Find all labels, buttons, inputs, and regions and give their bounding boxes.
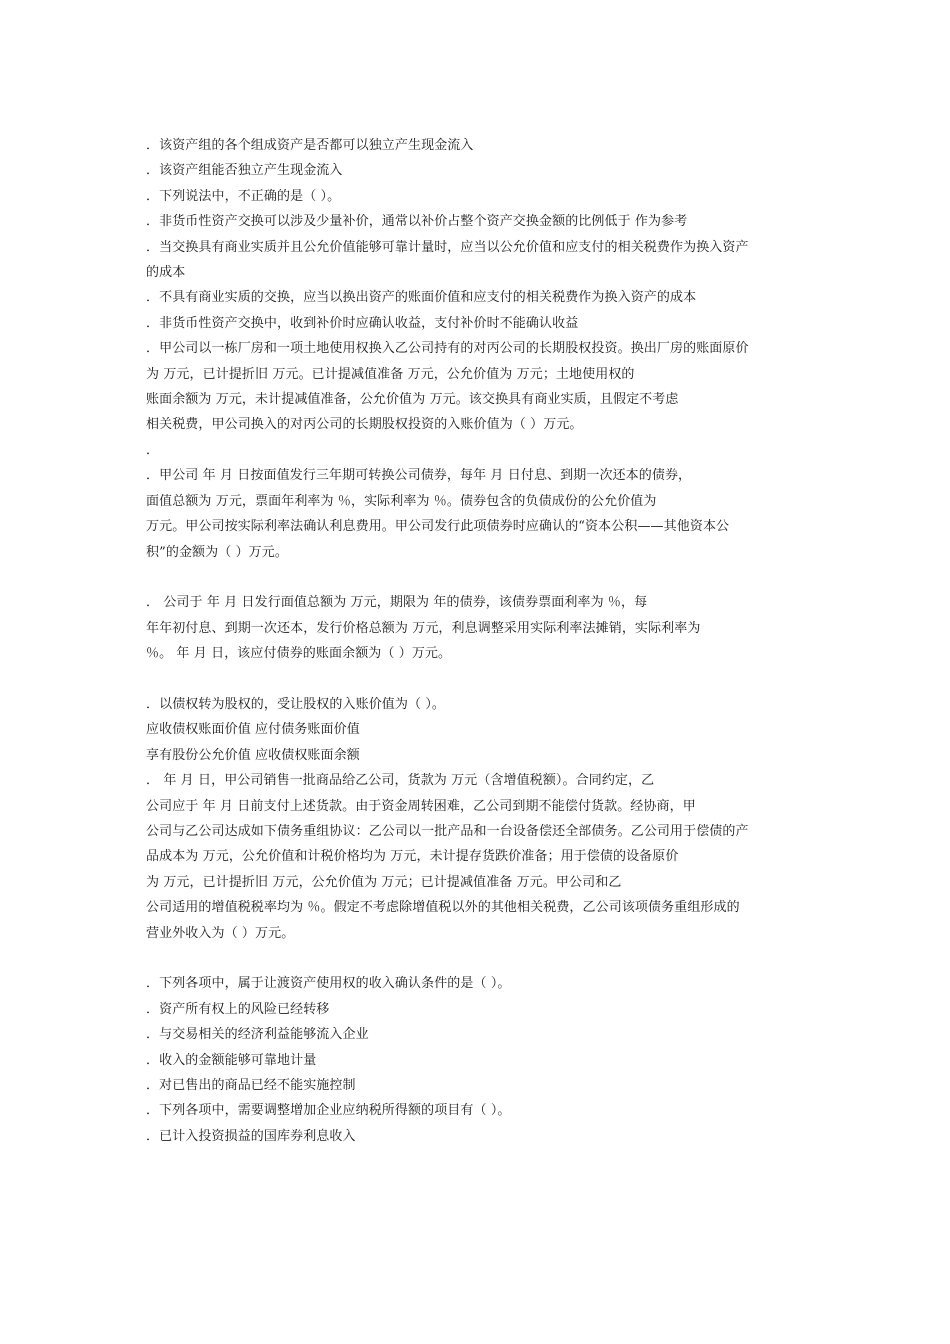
text-line: ．甲公司以一栋厂房和一项土地使用权换入乙公司持有的对丙公司的长期股权投资。换出厂房的账面原价 bbox=[146, 341, 749, 357]
text-line: 账面余额为 万元，未计提减值准备，公允价值为 万元。该交换具有商业实质，且假定不考虑 bbox=[146, 392, 679, 408]
text-line: ．不具有商业实质的交换，应当以换出资产的账面价值和应支付的相关税费作为换入资产的成本 bbox=[146, 290, 697, 306]
text-line: ．下列说法中，不正确的是（ ）。 bbox=[146, 188, 341, 204]
text-line: 公司与乙公司达成如下债务重组协议：乙公司以一批产品和一台设备偿还全部债务。乙公司用于偿债的产 bbox=[146, 823, 749, 839]
text-line: 品成本为 万元，公允价值和计税价格均为 万元，未计提存货跌价准备；用于偿债的设备原价 bbox=[146, 849, 679, 865]
text-line: ．与交易相关的经济利益能够流入企业 bbox=[146, 1027, 369, 1043]
text-line bbox=[146, 565, 862, 590]
text-line: ． 公司于 年 月 日发行面值总额为 万元，期限为 年的债券，该债券票面利率为 ％，每 bbox=[146, 595, 648, 611]
text-line: 享有股份公允价值 应收债权账面余额 bbox=[146, 747, 360, 763]
document-page bbox=[146, 133, 862, 1149]
text-line: 万元。甲公司按实际利率法确认利息费用。甲公司发行此项债券时应确认的“资本公积——其他资本公 bbox=[146, 519, 730, 535]
text-line: ％。 年 月 日，该应付债券的账面余额为（ ）万元。 bbox=[146, 646, 452, 662]
text-line bbox=[146, 667, 862, 692]
text-line: 为 万元，已计提折旧 万元，公允价值为 万元；已计提减值准备 万元。甲公司和乙 bbox=[146, 874, 622, 890]
text-line: ．下列各项中，需要调整增加企业应纳税所得额的项目有（ ）。 bbox=[146, 1103, 511, 1119]
text-line: ． bbox=[146, 442, 160, 458]
text-line: 公司应于 年 月 日前支付上述货款。由于资金周转困难，乙公司到期不能偿付货款。经协商，甲 bbox=[146, 798, 696, 814]
text-line: ． 年 月 日，甲公司销售一批商品给乙公司，货款为 万元（含增值税额）。合同约定，乙 bbox=[146, 773, 655, 789]
text-line: 公司适用的增值税税率均为 ％。假定不考虑除增值税以外的其他相关税费，乙公司该项债务重组形成的 bbox=[146, 900, 740, 916]
text-line bbox=[146, 946, 862, 971]
text-line: ．以债权转为股权的，受让股权的入账价值为（ ）。 bbox=[146, 696, 446, 712]
text-line: ．该资产组的各个组成资产是否都可以独立产生现金流入 bbox=[146, 138, 474, 153]
text-line: 的成本 bbox=[146, 265, 186, 281]
text-line: ．已计入投资损益的国库券利息收入 bbox=[146, 1128, 356, 1144]
text-line: 面值总额为 万元，票面年利率为 ％，实际利率为 ％。债券包含的负债成份的公允价值为 bbox=[146, 493, 657, 509]
text-line: 营业外收入为（ ）万元。 bbox=[146, 925, 295, 941]
text-line: 相关税费，甲公司换入的对丙公司的长期股权投资的入账价值为（ ）万元。 bbox=[146, 417, 583, 433]
text-line: ．收入的金额能够可靠地计量 bbox=[146, 1052, 317, 1068]
text-line: ．当交换具有商业实质并且公允价值能够可靠计量时，应当以公允价值和应支付的相关税费作为换入资产 bbox=[146, 239, 749, 255]
text-line: ．该资产组能否独立产生现金流入 bbox=[146, 163, 343, 179]
text-line: ．甲公司 年 月 日按面值发行三年期可转换公司债券，每年 月 日付息、到期一次还本的债券， bbox=[146, 468, 692, 484]
text-line: ．资产所有权上的风险已经转移 bbox=[146, 1001, 330, 1017]
text-line: 年年初付息、到期一次还本，发行价格总额为 万元，利息调整采用实际利率法摊销，实际利率为 bbox=[146, 620, 701, 636]
text-line: ．对已售出的商品已经不能实施控制 bbox=[146, 1078, 356, 1094]
text-line: ．下列各项中，属于让渡资产使用权的收入确认条件的是（ ）。 bbox=[146, 976, 511, 992]
text-line: ．非货币性资产交换中，收到补价时应确认收益，支付补价时不能确认收益 bbox=[146, 315, 579, 331]
text-line: 应收债权账面价值 应付债务账面价值 bbox=[146, 722, 360, 738]
text-line: ．非货币性资产交换可以涉及少量补价，通常以补价占整个资产交换金额的比例低于 作为参考 bbox=[146, 214, 688, 230]
text-line: 积”的金额为（ ）万元。 bbox=[146, 544, 288, 560]
text-line: 为 万元，已计提折旧 万元。已计提减值准备 万元，公允价值为 万元；土地使用权的 bbox=[146, 366, 635, 382]
